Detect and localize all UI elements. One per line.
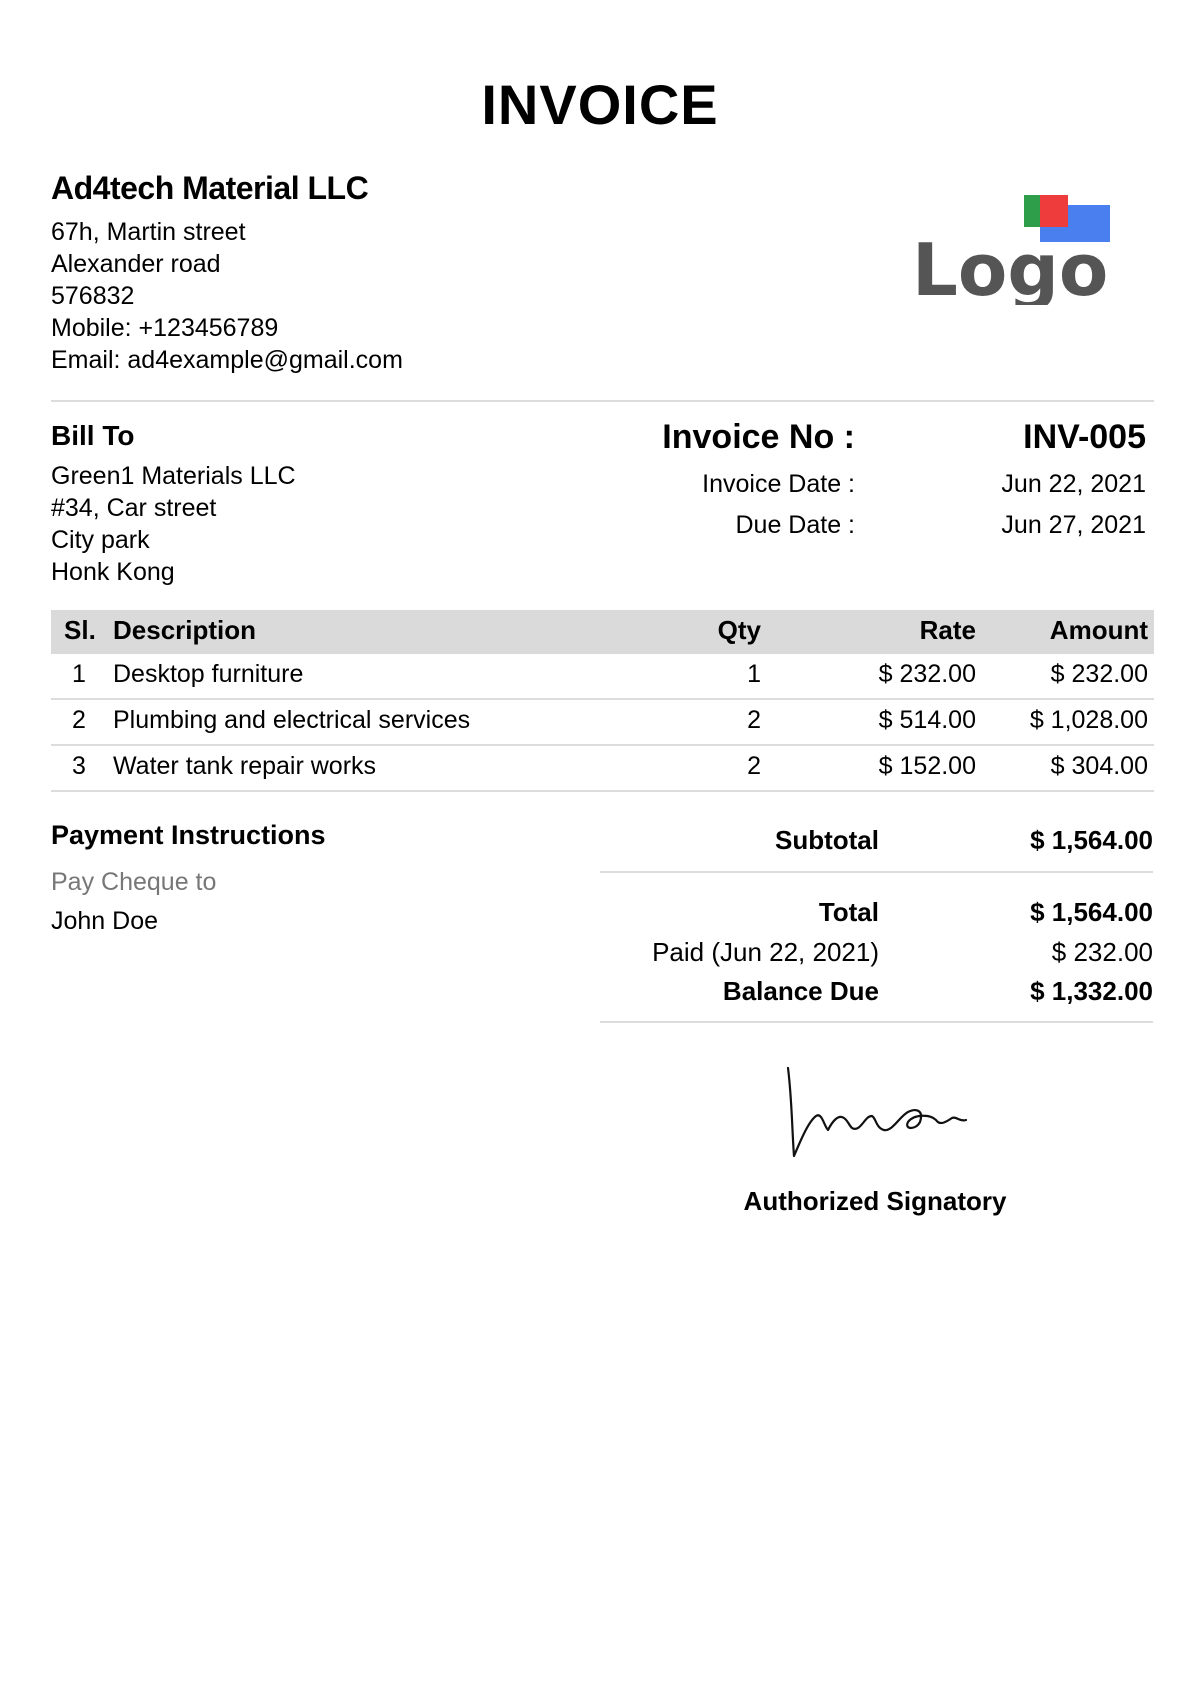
totals-divider	[600, 871, 1153, 873]
subtotal-label: Subtotal	[775, 825, 879, 855]
address-line: Mobile: +123456789	[51, 314, 279, 342]
invoice-date: Jun 22, 2021	[1001, 470, 1146, 498]
row-divider	[51, 790, 1154, 792]
divider	[51, 400, 1154, 402]
total-label: Total	[818, 897, 879, 927]
header-qty: Qty	[717, 615, 761, 645]
address-line: Email: ad4example@gmail.com	[51, 346, 403, 374]
header-rate: Rate	[919, 615, 976, 645]
payment-heading: Payment Instructions	[51, 820, 326, 850]
payment-sub: Pay Cheque to	[51, 868, 217, 896]
cell-qty: 2	[747, 706, 761, 734]
invoice-title: INVOICE	[481, 73, 719, 136]
bill-to-line: City park	[51, 526, 150, 554]
cell-amount: $ 1,028.00	[1029, 706, 1148, 734]
bill-to-heading: Bill To	[51, 420, 135, 451]
signature-icon	[780, 1060, 1010, 1170]
bill-to-address	[51, 460, 296, 588]
table-row	[51, 746, 1154, 792]
cell-rate: $ 514.00	[878, 706, 976, 734]
header-amount: Amount	[1049, 615, 1148, 645]
invoice-date-label: Invoice Date :	[702, 470, 855, 498]
bill-to-line: Green1 Materials LLC	[51, 462, 296, 490]
cell-qty: 1	[747, 660, 761, 688]
cell-rate: $ 152.00	[878, 752, 976, 780]
cell-sl: 3	[72, 752, 86, 780]
paid-label: Paid (Jun 22, 2021)	[652, 937, 879, 967]
logo-icon	[912, 195, 1112, 305]
bill-to-line: Honk Kong	[51, 558, 175, 586]
balance-due-label: Balance Due	[722, 976, 879, 1006]
due-date-label: Due Date :	[735, 511, 855, 539]
table-header	[51, 610, 1154, 654]
invoice-number-label: Invoice No :	[662, 418, 855, 456]
company-name: Ad4tech Material LLC	[51, 170, 369, 206]
cell-description: Water tank repair works	[113, 752, 377, 780]
cell-amount: $ 232.00	[1050, 660, 1148, 688]
cell-amount: $ 304.00	[1050, 752, 1148, 780]
logo-text: Logo	[912, 228, 1109, 305]
subtotal-value: $ 1,564.00	[1030, 825, 1153, 855]
invoice-number: INV-005	[1023, 418, 1146, 456]
cell-qty: 2	[747, 752, 761, 780]
address-line: Alexander road	[51, 250, 221, 278]
bill-to-line: #34, Car street	[51, 494, 217, 522]
address-line: 576832	[51, 282, 135, 310]
cell-description: Desktop furniture	[113, 660, 304, 688]
address-line: 67h, Martin street	[51, 218, 246, 246]
signature-label: Authorized Signatory	[743, 1186, 1007, 1216]
cell-sl: 1	[72, 660, 86, 688]
totals-divider	[600, 1021, 1153, 1023]
header-description: Description	[113, 615, 257, 645]
cell-rate: $ 232.00	[878, 660, 976, 688]
cell-description: Plumbing and electrical services	[113, 706, 471, 734]
table-row	[51, 700, 1154, 746]
table-row	[51, 654, 1154, 700]
company-address	[51, 216, 403, 376]
payee-name: John Doe	[51, 907, 159, 935]
cell-sl: 2	[72, 706, 86, 734]
total-value: $ 1,564.00	[1030, 897, 1153, 927]
header-sl: Sl.	[64, 615, 96, 645]
due-date: Jun 27, 2021	[1001, 511, 1146, 539]
balance-due-value: $ 1,332.00	[1030, 976, 1153, 1006]
paid-value: $ 232.00	[1051, 937, 1153, 967]
